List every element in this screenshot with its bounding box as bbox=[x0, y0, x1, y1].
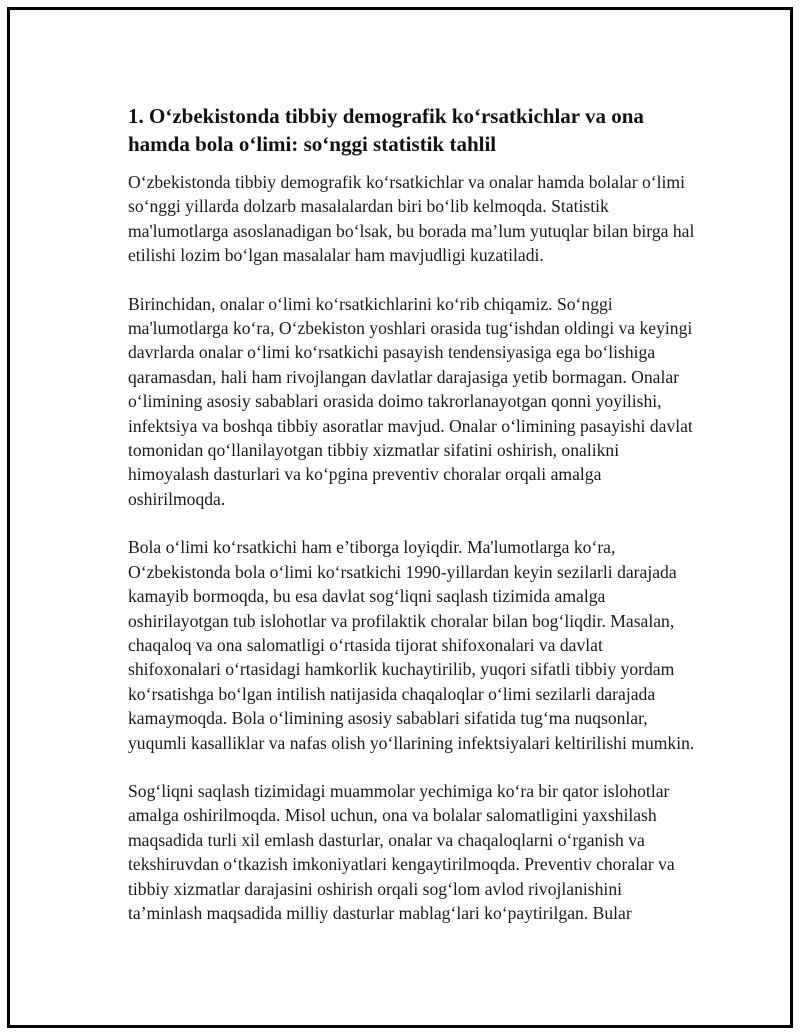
paragraph-child-mortality: Bola o‘limi ko‘rsatkichi ham e’tiborga loyiqdir. Ma'lumotlarga ko‘ra, O‘zbekistonda bola o‘limi ko‘rsatkichi 1990-yillardan keyin sezilarli darajada kamayib bormoqda, bu esa davlat sog‘liqni saqlash tizimida amalga oshirilayotgan tub islohotlar va profilaktik choralar bilan bog‘liqdir. Masalan, chaqaloq va ona salomatligi o‘rtasida tijorat shifoxonalari va davlat shifoxonalari o‘rtasidagi hamkorlik kuchaytirilib, yuqori sifatli tibbiy yordam ko‘rsatishga bo‘lgan intilish natijasida chaqaloqlar o‘limi sezilarli darajada kamaymoqda. Bola o‘limining asosiy sabablari sifatida tug‘ma nuqsonlar, yuqumli kasalliklar va nafas olish yo‘llarining infektsiyalari keltirilishi mumkin. bbox=[128, 537, 695, 753]
page-frame bbox=[7, 7, 793, 1028]
paragraph-intro: O‘zbekistonda tibbiy demografik ko‘rsatkichlar va onalar hamda bolalar o‘limi so‘nggi yillarda dolzarb masalalardan biri bo‘lib kelmoqda. Statistik ma'lumotlarga asoslanadigan bo‘lsak, bu borada ma’lum yutuqlar bilan birga hal etilishi lozim bo‘lgan masalalar ham mavjudligi kuzatiladi. bbox=[128, 172, 695, 266]
paragraph-health-reforms: Sog‘liqni saqlash tizimidagi muammolar yechimiga ko‘ra bir qator islohotlar amalga oshirilmoqda. Misol uchun, ona va bolalar salomatligini yaxshilash maqsadida turli xil emlash dasturlar, onalar va chaqaloqlarni o‘rganish va tekshiruvdan o‘tkazish imkoniyatlari kengaytirilmoqda. Preventiv choralar va tibbiy xizmatlar darajasini oshirish orqali sog‘lom avlod rivojlanishini ta’minlash maqsadida milliy dasturlar mablag‘lari ko‘paytirilgan. Bular bbox=[128, 780, 675, 923]
paragraph-maternal-mortality: Birinchidan, onalar o‘limi ko‘rsatkichlarini ko‘rib chiqamiz. So‘nggi ma'lumotlarga ko‘ra, O‘zbekiston yoshlari orasida tug‘ishdan oldingi va keyingi davrlarda onalar o‘limi ko‘rsatkichi pasayish tendensiyasiga ega bo‘lishiga qaramasdan, hali ham rivojlangan davlatlar darajasiga yetib bormagan. Onalar o‘limining asosiy sabablari orasida doimo takrorlanayotgan qonni yoyilishi, infektsiya va boshqa tibbiy asoratlar mavjud. Onalar o‘limining pasayishi davlat tomonidan qo‘llanilayotgan tibbiy xizmatlar sifatini oshirish, onalikni himoyalash dasturlari va ko‘pgina preventiv choralar orqali amalga oshirilmoqda. bbox=[128, 293, 693, 509]
document-title: 1. O‘zbekistonda tibbiy demografik ko‘rsatkichlar va ona hamda bola o‘limi: so‘nggi statistik tahlil bbox=[128, 104, 644, 156]
document-body bbox=[128, 102, 698, 925]
